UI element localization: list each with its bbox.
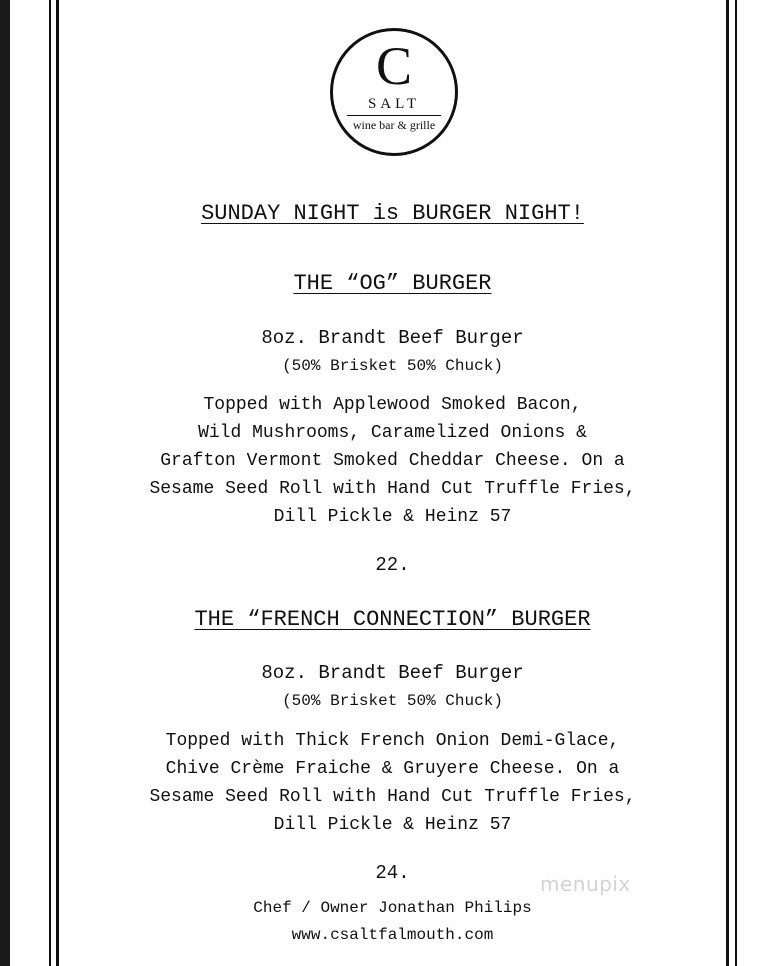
page-border-right-outer (735, 0, 737, 966)
burger-description-line: Sesame Seed Roll with Hand Cut Truffle Fries, (149, 787, 636, 807)
burger-blend: (50% Brisket 50% Chuck) (282, 692, 503, 710)
burger-description-line: Dill Pickle & Heinz 57 (273, 815, 512, 835)
burger-title: THE “FRENCH CONNECTION” BURGER (194, 607, 591, 632)
page-border-left-outer (49, 0, 51, 966)
burger-name: 8oz. Brandt Beef Burger (261, 327, 524, 349)
logo-divider (347, 115, 441, 116)
page-border-right-inner (726, 0, 729, 966)
burger-description-line: Grafton Vermont Smoked Cheddar Cheese. On a (160, 451, 625, 471)
burger-name: 8oz. Brandt Beef Burger (261, 662, 524, 684)
burger-description-line: Sesame Seed Roll with Hand Cut Truffle Fries, (149, 479, 636, 499)
menupix-watermark: menupix (540, 872, 631, 896)
chef-credit: Chef / Owner Jonathan Philips (253, 899, 532, 917)
burger-description-line: Wild Mushrooms, Caramelized Onions & (198, 423, 587, 443)
burger-description-line: Topped with Applewood Smoked Bacon, (203, 395, 582, 415)
burger-price: 24. (375, 862, 410, 884)
logo-letter: C (375, 36, 413, 96)
burger-description-line: Chive Crème Fraiche & Gruyere Cheese. On a (165, 759, 620, 779)
burger-price: 22. (375, 554, 410, 576)
menu-headline: SUNDAY NIGHT is BURGER NIGHT! (201, 201, 584, 226)
dark-photo-edge (0, 0, 10, 966)
salt-logo (330, 28, 458, 156)
logo-tagline: wine bar & grille (352, 118, 436, 132)
burger-blend: (50% Brisket 50% Chuck) (282, 357, 503, 375)
website-link[interactable]: www.csaltfalmouth.com (291, 926, 494, 944)
burger-description-line: Topped with Thick French Onion Demi-Glace, (165, 731, 620, 751)
logo-name: SALT (367, 96, 421, 112)
burger-description-line: Dill Pickle & Heinz 57 (273, 507, 512, 527)
burger-title: THE “OG” BURGER (293, 271, 492, 296)
